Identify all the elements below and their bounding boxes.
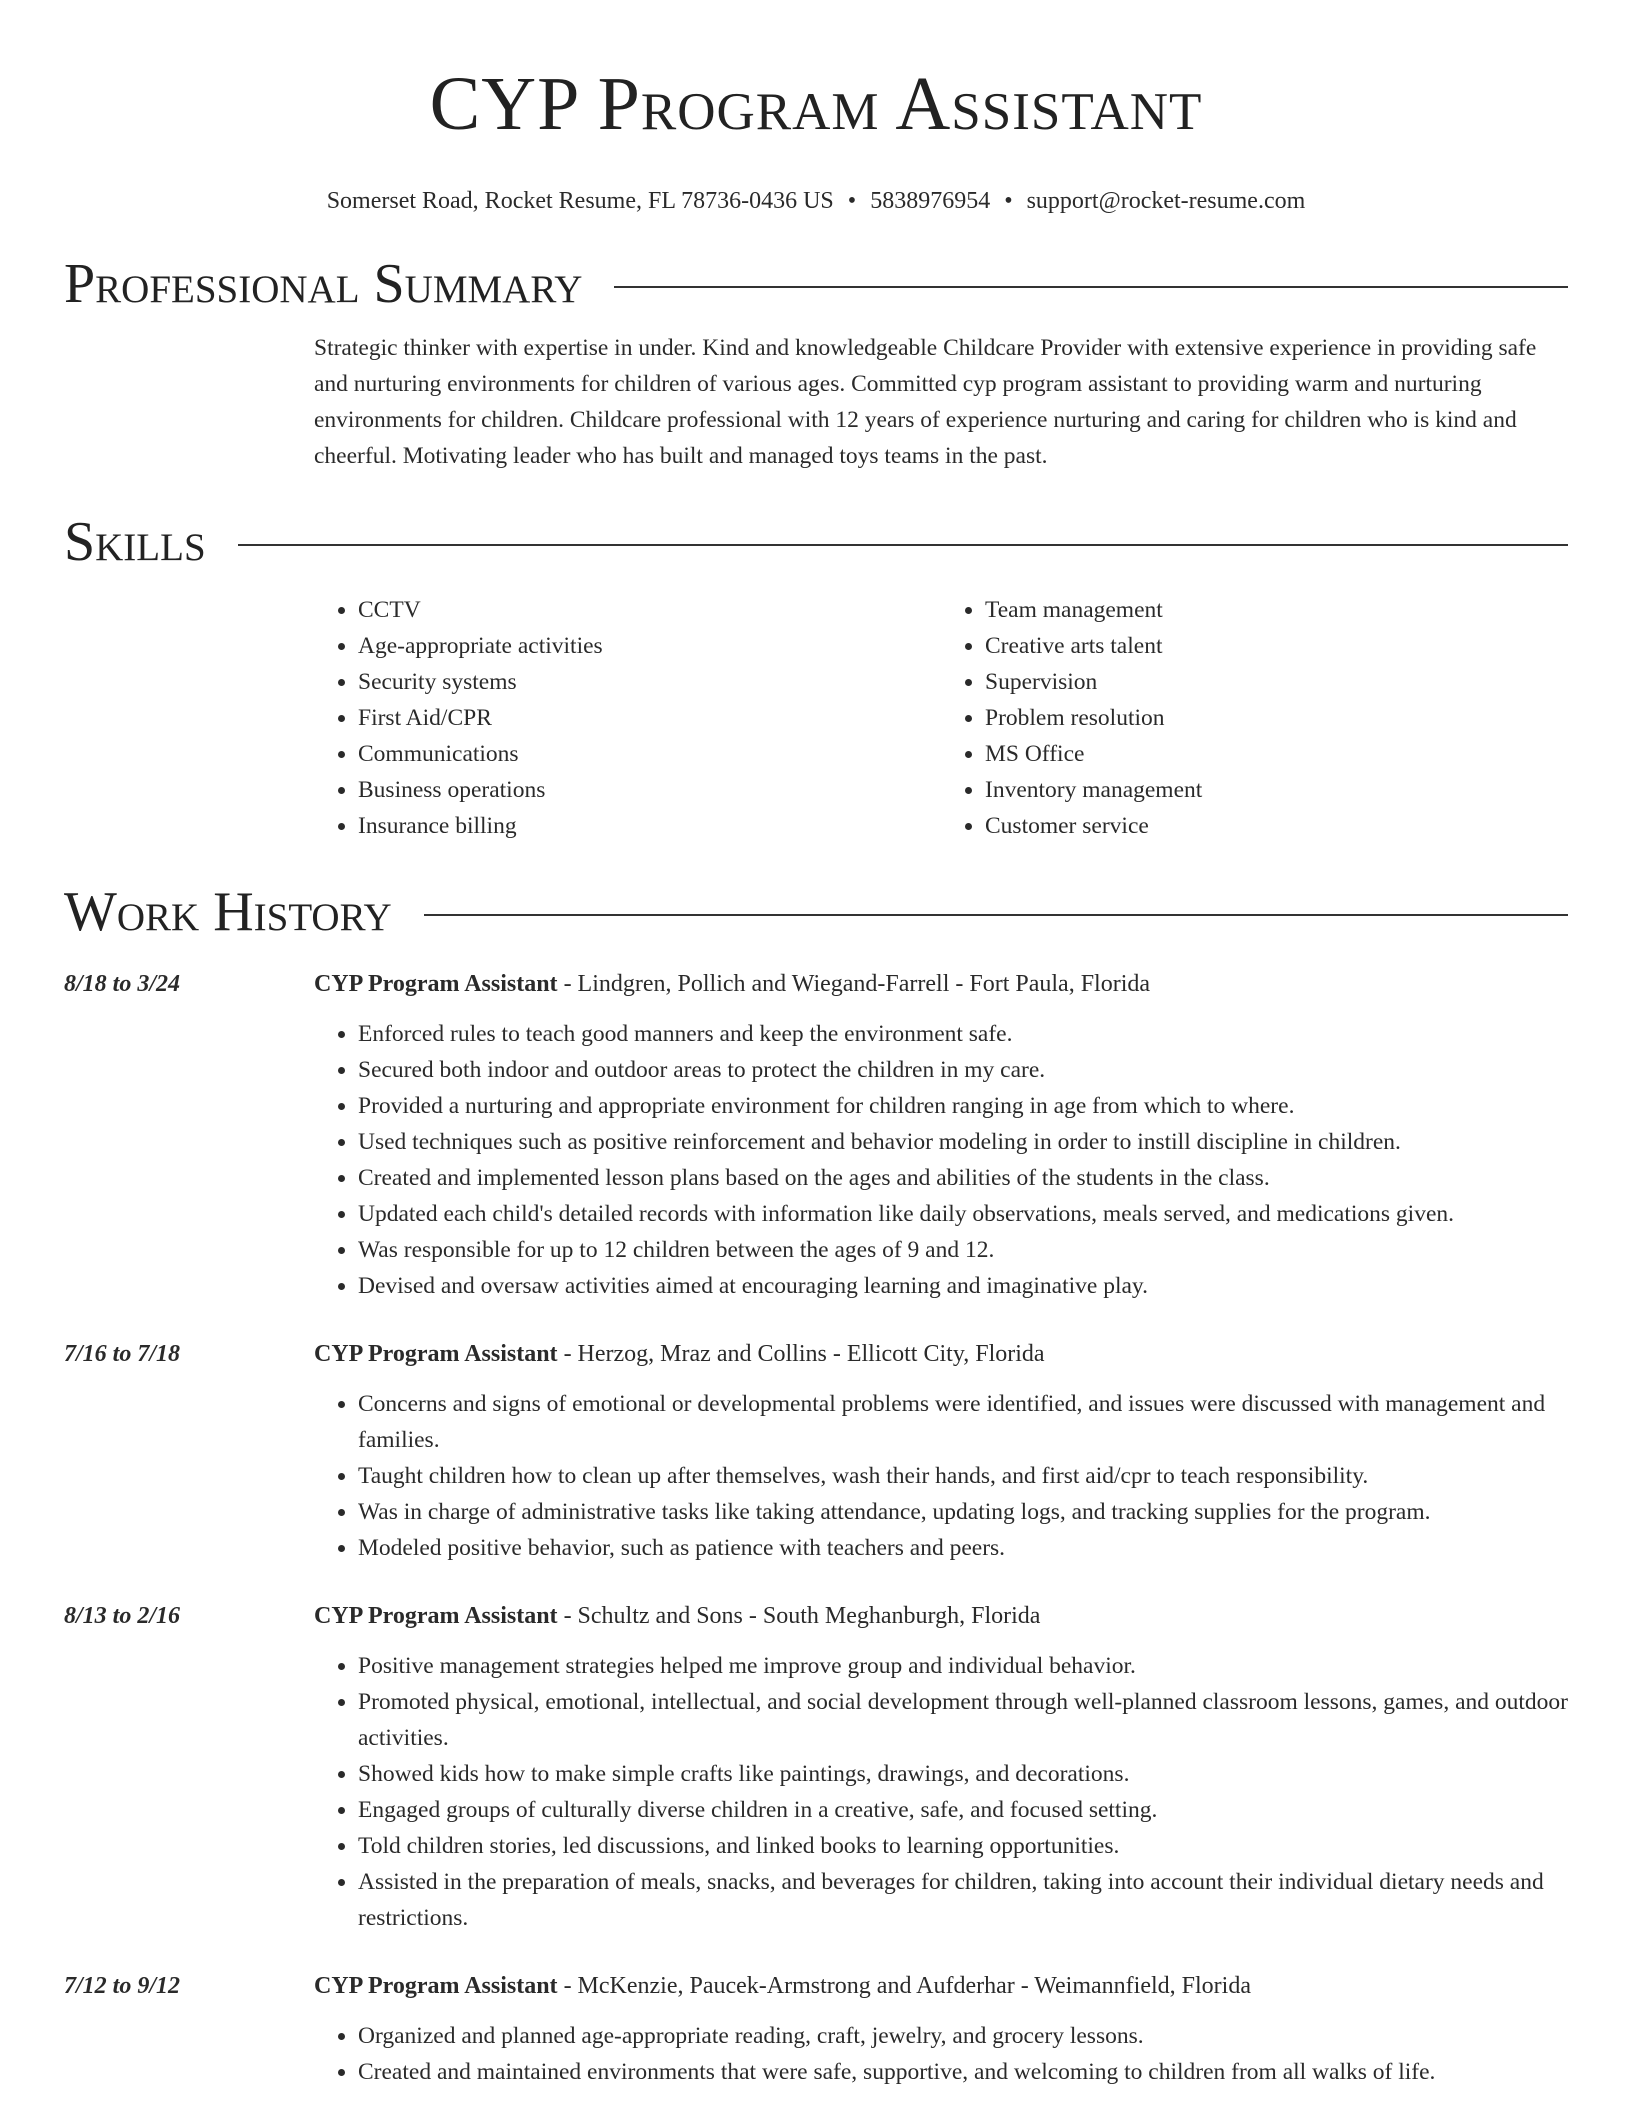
job-body — [314, 1598, 1568, 1936]
skill-item: • Business operations — [358, 772, 941, 808]
section-rule — [238, 544, 1568, 546]
job-bullet: • Created and implemented lesson plans based on the ages and abilities of the students in the class. — [358, 1160, 1568, 1196]
job-bullet: • Provided a nurturing and appropriate environment for children ranging in age from which to where. — [358, 1088, 1568, 1124]
section-rule — [424, 914, 1568, 916]
skills-section-header — [64, 510, 1568, 574]
job-dates: 7/16 to 7/18 — [64, 1341, 181, 1367]
skill-item: • Insurance billing — [358, 808, 941, 844]
job-entry — [64, 1336, 1568, 1566]
job-dates: 7/12 to 9/12 — [64, 1973, 181, 1999]
job-employer-location: - Herzog, Mraz and Collins - Ellicott City, Florida — [557, 1341, 1045, 1367]
job-body — [314, 1968, 1568, 2090]
job-bullets — [314, 1016, 1568, 1304]
work-history-heading: Work History — [64, 881, 392, 943]
job-bullets — [314, 1386, 1568, 1566]
skill-item: • Security systems — [358, 664, 941, 700]
job-dates: 8/18 to 3/24 — [64, 971, 181, 997]
job-body — [314, 966, 1568, 1304]
job-bullet: • Secured both indoor and outdoor areas to protect the children in my care. — [358, 1052, 1568, 1088]
skill-item: • Problem resolution — [985, 700, 1568, 736]
contact-email[interactable]: support@rocket-resume.com — [1026, 188, 1306, 214]
job-bullet: • Showed kids how to make simple crafts like paintings, drawings, and decorations. — [358, 1756, 1568, 1792]
summary-text: Strategic thinker with expertise in under. Kind and knowledgeable Childcare Provider with extensive experience in providing safe and nurturing environments for children of various ages. Committed cyp program assistant to providing warm and nurturing environments for children. Childcare professional with 12 years of experience nurturing and caring for children who is kind and cheerful. Motivating leader who has built and managed toys teams in the past. — [314, 335, 1537, 469]
skill-item: • Age-appropriate activities — [358, 628, 941, 664]
job-entry — [64, 1968, 1568, 2090]
contact-address: Somerset Road, Rocket Resume, FL 78736-0436 US — [326, 188, 834, 214]
skill-item: • Communications — [358, 736, 941, 772]
job-employer-location: - Lindgren, Pollich and Wiegand-Farrell - Fort Paula, Florida — [557, 971, 1151, 997]
job-title-line — [314, 966, 1568, 1002]
job-bullet: • Created and maintained environments that were safe, supportive, and welcoming to children from all walks of life. — [358, 2054, 1568, 2090]
job-bullet: • Was in charge of administrative tasks like taking attendance, updating logs, and tracking supplies for the program. — [358, 1494, 1568, 1530]
section-rule — [614, 286, 1568, 288]
job-bullet: • Positive management strategies helped me improve group and individual behavior. — [358, 1648, 1568, 1684]
job-bullet: • Taught children how to clean up after themselves, wash their hands, and first aid/cpr to teach responsibility. — [358, 1458, 1568, 1494]
job-title: CYP Program Assistant — [314, 971, 558, 997]
job-employer-location: - McKenzie, Paucek-Armstrong and Aufderhar - Weimannfield, Florida — [557, 1973, 1251, 1999]
job-bullet: • Used techniques such as positive reinforcement and behavior modeling in order to instill discipline in children. — [358, 1124, 1568, 1160]
job-title-line — [314, 1968, 1568, 2004]
job-bullet: • Modeled positive behavior, such as patience with teachers and peers. — [358, 1530, 1568, 1566]
job-bullet: • Assisted in the preparation of meals, snacks, and beverages for children, taking into account their individual dietary needs and restrictions. — [358, 1864, 1568, 1936]
contact-separator: • — [1004, 188, 1013, 214]
job-title-line — [314, 1598, 1568, 1634]
skills-heading: Skills — [64, 511, 206, 573]
contact-phone: 5838976954 — [870, 188, 991, 214]
summary-section-header — [64, 252, 1568, 316]
skills-list-left — [314, 592, 941, 844]
job-entry — [64, 1598, 1568, 1936]
job-body — [314, 1336, 1568, 1566]
job-bullet: • Updated each child's detailed records with information like daily observations, meals served, and medications given. — [358, 1196, 1568, 1232]
job-bullet: • Promoted physical, emotional, intellectual, and social development through well-planned classroom lessons, games, and outdoor activities. — [358, 1684, 1568, 1756]
job-bullet: • Concerns and signs of emotional or developmental problems were identified, and issues were discussed with management and families. — [358, 1386, 1568, 1458]
contact-separator: • — [847, 188, 857, 214]
job-entry — [64, 966, 1568, 1304]
job-bullet: • Engaged groups of culturally diverse children in a creative, safe, and focused setting. — [358, 1792, 1568, 1828]
skill-item: • Inventory management — [985, 772, 1568, 808]
job-bullet: • Was responsible for up to 12 children between the ages of 9 and 12. — [358, 1232, 1568, 1268]
job-bullet: • Enforced rules to teach good manners and keep the environment safe. — [358, 1016, 1568, 1052]
summary-heading: Professional Summary — [64, 253, 583, 315]
job-title: CYP Program Assistant — [314, 1603, 558, 1629]
skill-item: • MS Office — [985, 736, 1568, 772]
skill-item: • CCTV — [358, 592, 941, 628]
skill-item: • Creative arts talent — [985, 628, 1568, 664]
candidate-name: CYP Program Assistant — [429, 62, 1203, 146]
job-bullets — [314, 1648, 1568, 1936]
skill-item: • Supervision — [985, 664, 1568, 700]
job-bullet: • Told children stories, led discussions, and linked books to learning opportunities. — [358, 1828, 1568, 1864]
skill-item: • Customer service — [985, 808, 1568, 844]
contact-line — [64, 186, 1568, 216]
job-title: CYP Program Assistant — [314, 1973, 558, 1999]
job-dates: 8/13 to 2/16 — [64, 1603, 181, 1629]
work-history-section-header — [64, 880, 1568, 944]
job-bullet: • Organized and planned age-appropriate reading, craft, jewelry, and grocery lessons. — [358, 2018, 1568, 2054]
skill-item: • First Aid/CPR — [358, 700, 941, 736]
job-title: CYP Program Assistant — [314, 1341, 558, 1367]
job-bullets — [314, 2018, 1568, 2090]
skills-columns — [314, 592, 1568, 844]
job-employer-location: - Schultz and Sons - South Meghanburgh, Florida — [557, 1603, 1041, 1629]
skills-list-right — [941, 592, 1568, 844]
job-title-line — [314, 1336, 1568, 1372]
job-bullet: • Devised and oversaw activities aimed at encouraging learning and imaginative play. — [358, 1268, 1568, 1304]
skill-item: • Team management — [985, 592, 1568, 628]
